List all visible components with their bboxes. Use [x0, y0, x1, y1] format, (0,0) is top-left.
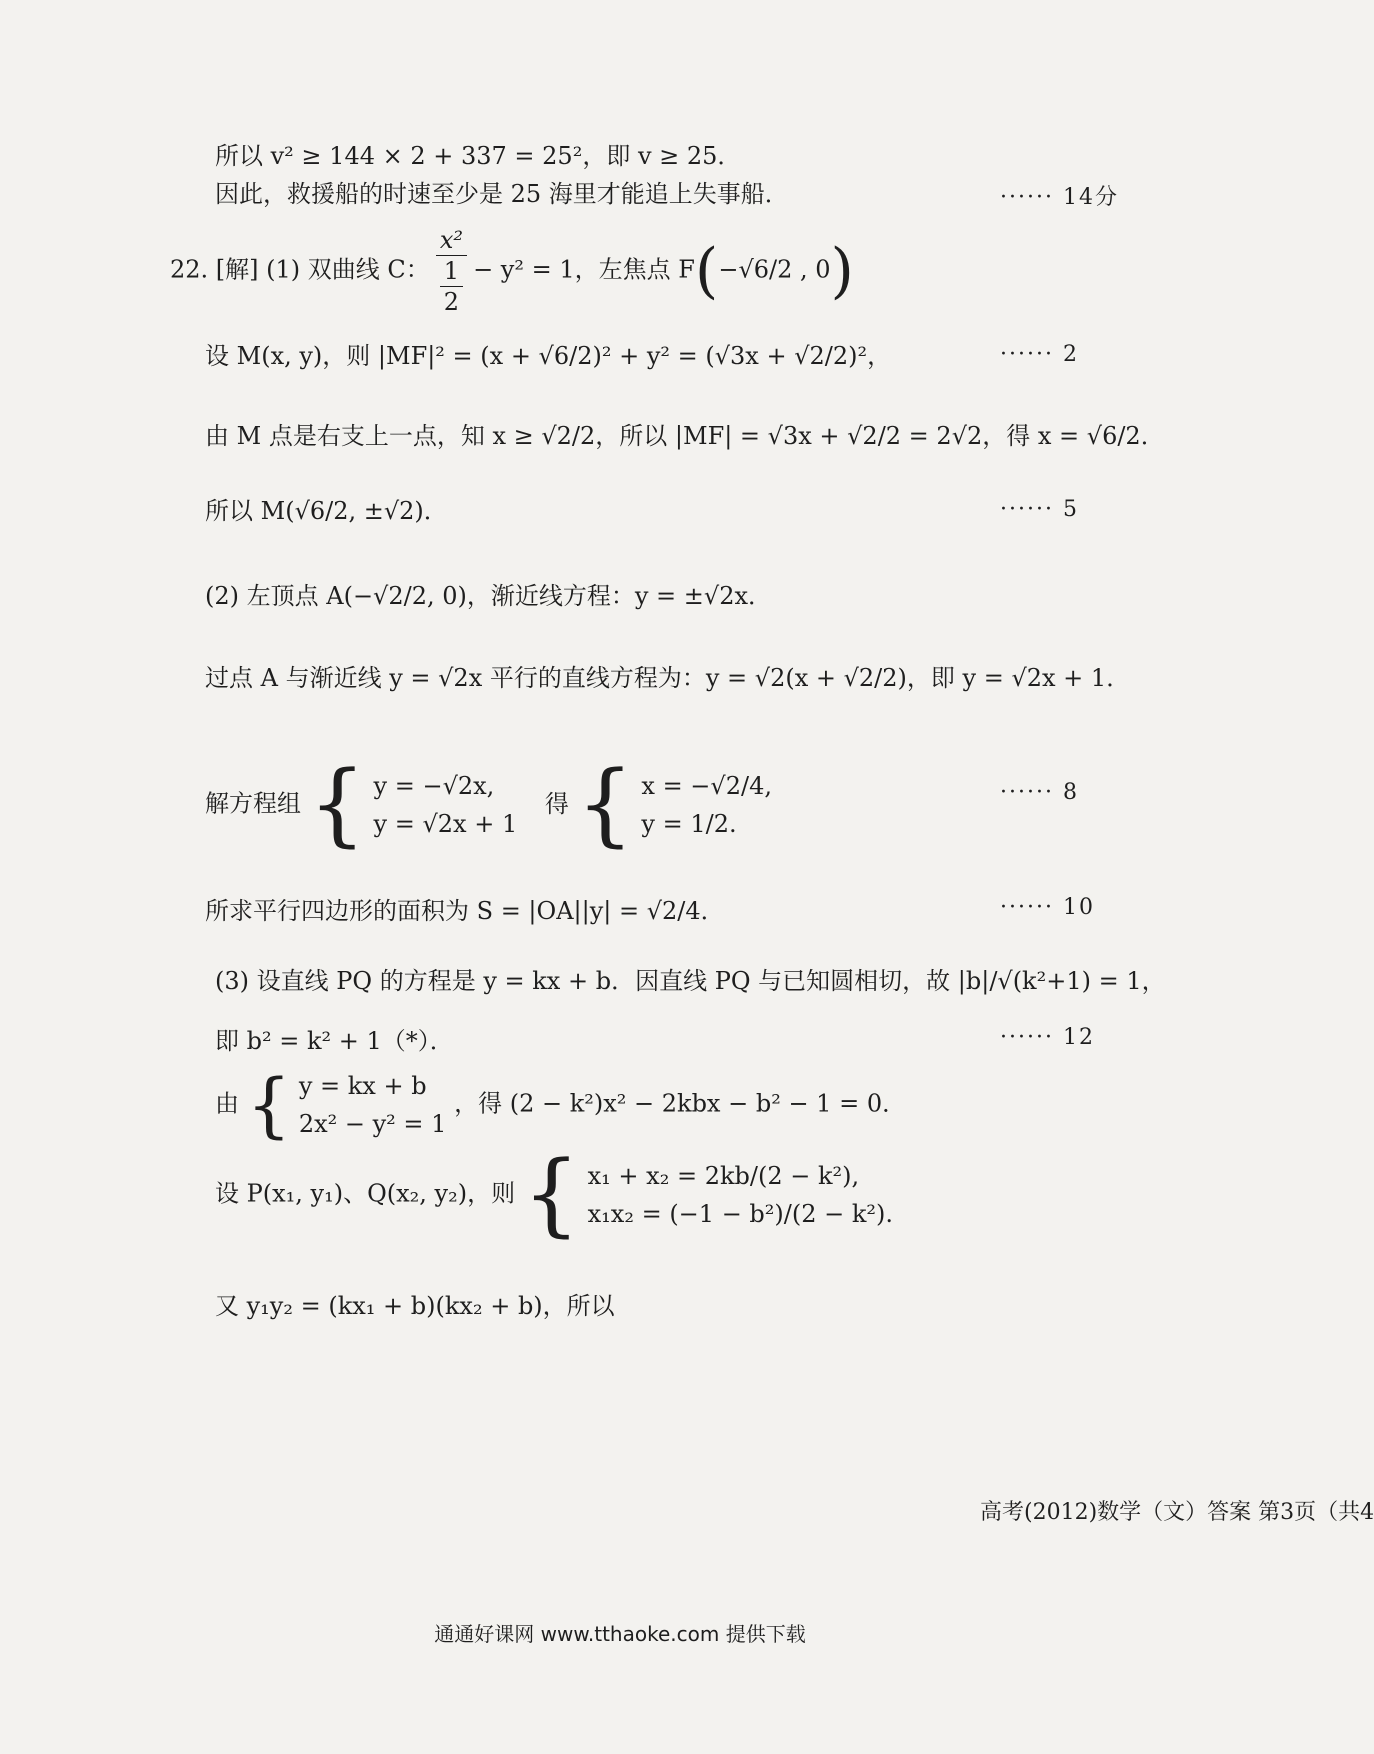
line-vieta: 设 P(x₁, y₁)、Q(x₂, y₂)，则 { x₁ + x₂ = 2kb/(2 − k²), x₁x₂ = (−1 − b²)/(2 − k²).	[215, 1142, 894, 1247]
line-left-vertex: (2) 左顶点 A(−√2/2, 0)，渐近线方程：y = ±√2x．	[205, 582, 772, 610]
system2-eq-1: y = kx + b	[298, 1072, 427, 1100]
line-star-condition: 即 b² = k² + 1（*）．	[215, 1027, 454, 1055]
solution-y: y = 1/2.	[641, 810, 737, 838]
problem-number: 22. [解] (1) 双曲线 C：	[170, 255, 430, 284]
focus-coords: −√6/2 , 0	[718, 255, 831, 284]
score-marker-5: ······ 5	[1000, 497, 1079, 522]
vieta-sum: x₁ + x₂ = 2kb/(2 − k²),	[587, 1162, 860, 1190]
system-eq-1: y = −√2x,	[373, 772, 495, 800]
score-marker-12: ······ 12	[1000, 1025, 1095, 1050]
solution-x: x = −√2/4,	[641, 772, 772, 800]
line-hyperbola: 22. [解] (1) 双曲线 C： $\frac{\text{x²}}{\frac{1}{2}}$ − y² = 1，左焦点 F(−√6/2 , 0)	[170, 226, 854, 316]
solution-system	[641, 767, 772, 843]
system2-label: 由	[215, 1089, 239, 1118]
score-marker-2: ······ 2	[1000, 342, 1079, 367]
line-conclusion: 因此，救援船的时速至少是 25 海里才能追上失事船．	[215, 180, 789, 208]
line-area: 所求平行四边形的面积为 S = |OA||y| = √2/4．	[205, 897, 725, 925]
page-info: 高考(2012)数学（文）答案 第3页（共4	[980, 1500, 1374, 1525]
score-marker-10: ······ 10	[1000, 895, 1095, 920]
system2-result: ，得 (2 − k²)x² − 2kbx − b² − 1 = 0．	[454, 1089, 907, 1118]
line-system-1: 解方程组 { y = −√2x, y = √2x + 1 得 { x = −√2/4, y = 1/2.	[205, 752, 772, 857]
hyperbola-den-num: 1	[440, 256, 463, 287]
score-marker-14: ······ 14分	[1000, 185, 1119, 210]
system-get: 得	[544, 789, 569, 818]
score-marker-8: ······ 8	[1000, 780, 1079, 805]
line-tangent: (3) 设直线 PQ 的方程是 y = kx + b．因直线 PQ 与已知圆相切，故 |b|/√(k²+1) = 1，	[215, 967, 1166, 995]
equation-system	[374, 767, 518, 843]
equation-system-2	[299, 1067, 447, 1143]
vieta-label: 设 P(x₁, y₁)、Q(x₂, y₂)，则	[215, 1179, 516, 1208]
system-label: 解方程组	[205, 789, 301, 818]
line-system-2: 由 { y = kx + b 2x² − y² = 1 ，得 (2 − k²)x² − 2kbx − b² − 1 = 0．	[215, 1064, 907, 1146]
line-distance-mf: 设 M(x, y)，则 |MF|² = (x + √6/2)² + y² = (√3x + √2/2)²，	[205, 342, 892, 370]
vieta-product: x₁x₂ = (−1 − b²)/(2 − k²).	[587, 1200, 894, 1228]
line-parallel: 过点 A 与渐近线 y = √2x 平行的直线方程为：y = √2(x + √2/2)，即 y = √2x + 1．	[205, 664, 1131, 692]
hyperbola-rest: − y² = 1，左焦点 F	[473, 255, 695, 284]
system2-eq-2: 2x² − y² = 1	[298, 1110, 447, 1138]
hyperbola-numerator: x²	[436, 225, 467, 256]
system-eq-2: y = √2x + 1	[373, 810, 518, 838]
line-speed-inequality: 所以 v² ≥ 144 × 2 + 337 = 25²，即 v ≥ 25．	[215, 142, 742, 170]
download-note: 通通好课网 www.tthaoke.com 提供下载	[434, 1622, 806, 1646]
vieta-system	[588, 1157, 893, 1233]
hyperbola-fraction	[433, 225, 470, 317]
line-point-m: 所以 M(√6/2, ±√2)．	[205, 497, 448, 525]
line-right-branch: 由 M 点是右支上一点，知 x ≥ √2/2，所以 |MF| = √3x + √2/2 = 2√2，得 x = √6/2．	[205, 422, 1165, 450]
line-y-product: 又 y₁y₂ = (kx₁ + b)(kx₂ + b)，所以	[215, 1292, 615, 1320]
hyperbola-den-den: 2	[443, 288, 460, 316]
